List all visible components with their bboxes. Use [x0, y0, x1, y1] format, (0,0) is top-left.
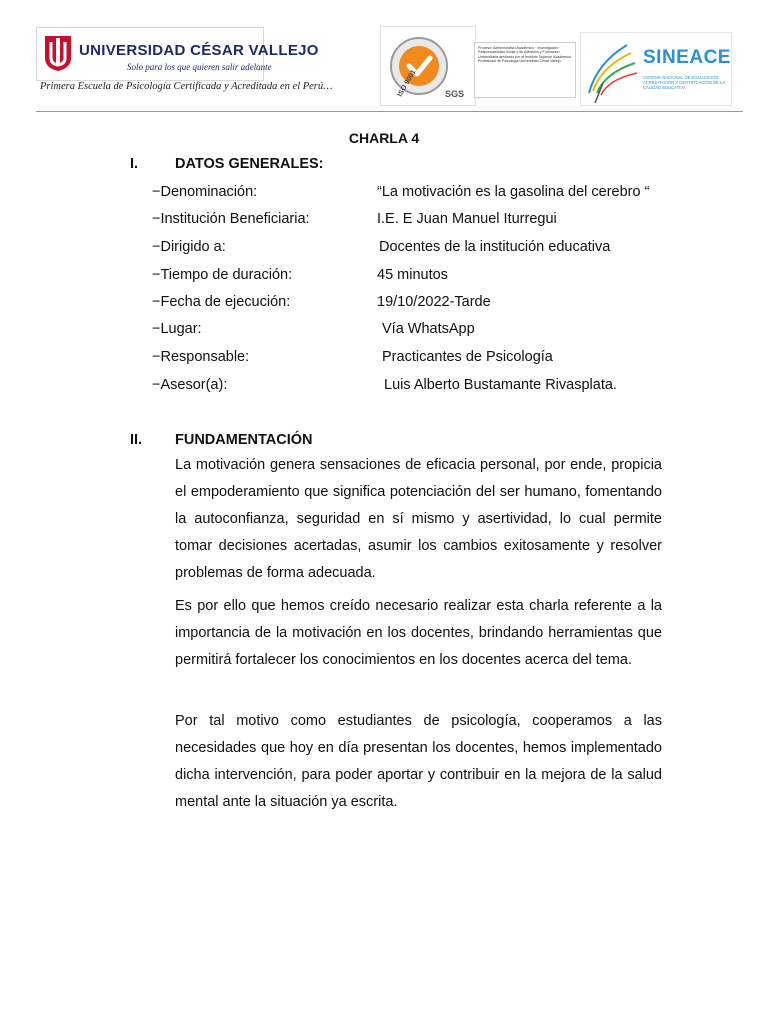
general-data-label: −Fecha de ejecución: — [152, 294, 291, 310]
general-data-label: −Denominación: — [152, 184, 258, 200]
certification-description-box — [474, 42, 576, 98]
university-tagline: Solo para los que quieren salir adelante — [127, 62, 272, 72]
iso-badge-text: ISO 9001 — [396, 68, 418, 98]
body-paragraph: Es por ello que hemos creído necesario realizar esta charla referente a la importancia de la motivación en los docentes, brindando herramientas que permitirá fortalecer los conocimientos en los docentes acerca del tema. — [175, 598, 662, 668]
general-data-value: 45 minutos — [377, 267, 448, 283]
section-1-heading: DATOS GENERALES: — [175, 156, 324, 172]
sgs-brand-text: SGS — [445, 89, 465, 99]
general-data-label: −Responsable: — [152, 349, 250, 365]
header-divider — [36, 111, 743, 112]
general-data-value: Luis Alberto Bustamante Rivasplata. — [384, 377, 617, 393]
general-data-row — [152, 211, 712, 231]
general-data-row — [152, 184, 712, 204]
general-data-row — [152, 321, 712, 341]
university-name: UNIVERSIDAD CÉSAR VALLEJO — [79, 42, 319, 59]
body-paragraph: La motivación genera sensaciones de eficacia personal, por ende, propicia el empoderamiento que significa potenciación del ser humano, fomentando la autoconfianza, seguridad en sí mismo y asertividad, lo cual permite tomar decisiones acertadas, asumir los cambios exitosamente y resolver problemas de forma adecuada. — [175, 457, 662, 581]
general-data-value: I.E. E Juan Manuel Iturregui — [377, 211, 557, 227]
general-data-value: “La motivación es la gasolina del cerebro “ — [377, 184, 650, 200]
ucv-shield-icon — [43, 34, 73, 72]
sgs-certification-logo — [380, 26, 476, 106]
general-data-row — [152, 377, 712, 397]
general-data-label: −Asesor(a): — [152, 377, 228, 393]
general-data-row — [152, 294, 712, 314]
general-data-row — [152, 267, 712, 287]
general-data-label: −Dirigido a: — [152, 239, 226, 255]
general-data-row — [152, 349, 712, 369]
document-title: CHARLA 4 — [348, 130, 420, 146]
general-data-row — [152, 239, 712, 259]
certification-description: Proceso: Administrativo Académico · Investigación · Responsabilidad Social y de Admisión y Formación Universitaria aprobado por el Instituto Superior Académico. Profesional de Psicología Universidad César Vallejo. — [478, 46, 572, 64]
section-2-heading: FUNDAMENTACIÓN — [175, 432, 313, 448]
general-data-value: Docentes de la institución educativa — [379, 239, 611, 255]
iso-seal-icon — [381, 27, 475, 105]
sineace-subtitle: SISTEMA NACIONAL DE EVALUACIÓN, ACREDITACIÓN Y CERTIFICACIÓN DE LA CALIDAD EDUCATIVA — [643, 75, 725, 90]
section-1-number: I. — [130, 156, 139, 172]
ucv-logo — [36, 27, 319, 81]
sineace-logo — [580, 32, 732, 106]
university-motto: Primera Escuela de Psicología Certificada y Acreditada en el Perú… — [40, 81, 333, 92]
general-data-label: −Lugar: — [152, 321, 202, 337]
general-data-value: Practicantes de Psicología — [382, 349, 553, 365]
body-paragraph: Por tal motivo como estudiantes de psicología, cooperamos a las necesidades que hoy en día presentan los docentes, hemos implementado dicha intervención, para poder aportar y contribuir en la mejora de la salud mental ante la situación ya escrita. — [175, 713, 662, 810]
sineace-title: SINEACE — [643, 47, 731, 68]
general-data-value: Vía WhatsApp — [382, 321, 475, 337]
sineace-bird-icon — [583, 33, 643, 105]
general-data-label: −Institución Beneficiaria: — [152, 211, 310, 227]
section-2-number: II. — [130, 432, 143, 448]
general-data-value: 19/10/2022-Tarde — [377, 294, 491, 310]
general-data-label: −Tiempo de duración: — [152, 267, 293, 283]
